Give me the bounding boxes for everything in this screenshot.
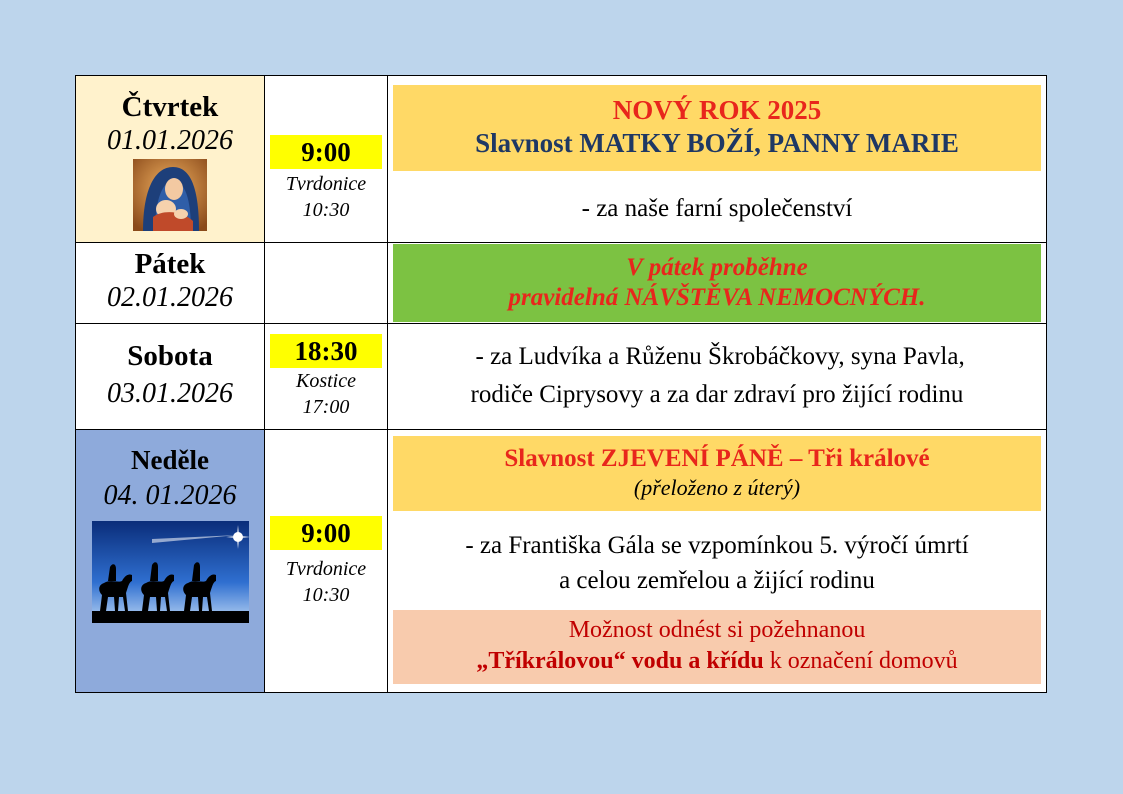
text-cell-friday — [388, 243, 1046, 323]
time-cell-sunday — [265, 430, 388, 692]
mass-time: 9:00 — [270, 135, 382, 169]
text-cell-sunday — [388, 430, 1046, 692]
time-cell-thursday — [265, 76, 388, 242]
row-friday — [76, 243, 1046, 324]
alt-place: Kostice — [296, 370, 356, 392]
notice-line-1: V pátek proběhne — [626, 254, 808, 281]
alt-time: 17:00 — [302, 396, 350, 418]
mass-schedule-table — [75, 75, 1047, 693]
three-kings-camels-star-icon — [92, 521, 249, 623]
text-cell-saturday — [388, 324, 1046, 429]
intention-text: - za naše farní společenství — [581, 195, 853, 222]
notice-line-2 — [393, 646, 1041, 677]
notice-line-1: Možnost odnést si požehnanou — [568, 617, 866, 643]
day-name: Sobota — [127, 340, 213, 372]
feast-subtitle: Slavnost MATKY BOŽÍ, PANNY MARIE — [475, 128, 959, 158]
time-cell-friday — [265, 243, 388, 323]
alt-time: 10:30 — [302, 584, 350, 606]
intention-line-1: - za Františka Gála se vzpomínkou 5. výročí úmrtí — [465, 532, 969, 559]
holy-water-notice-box — [393, 610, 1041, 684]
day-date: 01.01.2026 — [107, 125, 233, 156]
alt-time: 10:30 — [302, 199, 350, 221]
feast-title: Slavnost ZJEVENÍ PÁNĚ – Tři králové — [504, 445, 930, 472]
feast-heading-box — [393, 85, 1041, 171]
notice-bold-text: „Tříkrálovou“ vodu a křídu — [476, 648, 764, 674]
day-cell-sunday — [76, 430, 265, 692]
feast-note: (přeloženo z úterý) — [633, 475, 801, 500]
intention-line-2: a celou zemřelou a žijící rodinu — [559, 567, 875, 594]
notice-rest-text: k označení domovů — [763, 648, 958, 674]
day-date: 04. 01.2026 — [103, 480, 237, 511]
day-cell-thursday — [76, 76, 265, 242]
alt-place: Tvrdonice — [285, 173, 367, 195]
text-cell-thursday — [388, 76, 1046, 242]
feast-title: NOVÝ ROK 2025 — [612, 95, 822, 125]
day-name: Čtvrtek — [121, 91, 219, 123]
row-thursday — [76, 76, 1046, 243]
day-date: 02.01.2026 — [107, 282, 233, 313]
row-saturday — [76, 324, 1046, 430]
notice-line-2: pravidelná NÁVŠTĚVA NEMOCNÝCH. — [508, 284, 926, 311]
day-name: Neděle — [131, 445, 209, 475]
notice-box — [393, 244, 1041, 322]
time-cell-saturday — [265, 324, 388, 429]
mass-time: 18:30 — [270, 334, 382, 368]
intention-line-1: - za Ludvíka a Růženu Škrobáčkovy, syna Pavla, — [469, 343, 965, 370]
day-cell-friday — [76, 243, 265, 323]
day-cell-saturday — [76, 324, 265, 429]
intention-line-2: rodiče Ciprysovy a za dar zdraví pro žijící rodinu — [470, 381, 964, 408]
madonna-and-child-icon — [133, 159, 207, 231]
mass-time: 9:00 — [270, 516, 382, 550]
day-name: Pátek — [134, 248, 206, 280]
row-sunday — [76, 430, 1046, 692]
day-date: 03.01.2026 — [107, 378, 233, 409]
feast-heading-box — [393, 436, 1041, 511]
alt-place: Tvrdonice — [285, 558, 367, 580]
